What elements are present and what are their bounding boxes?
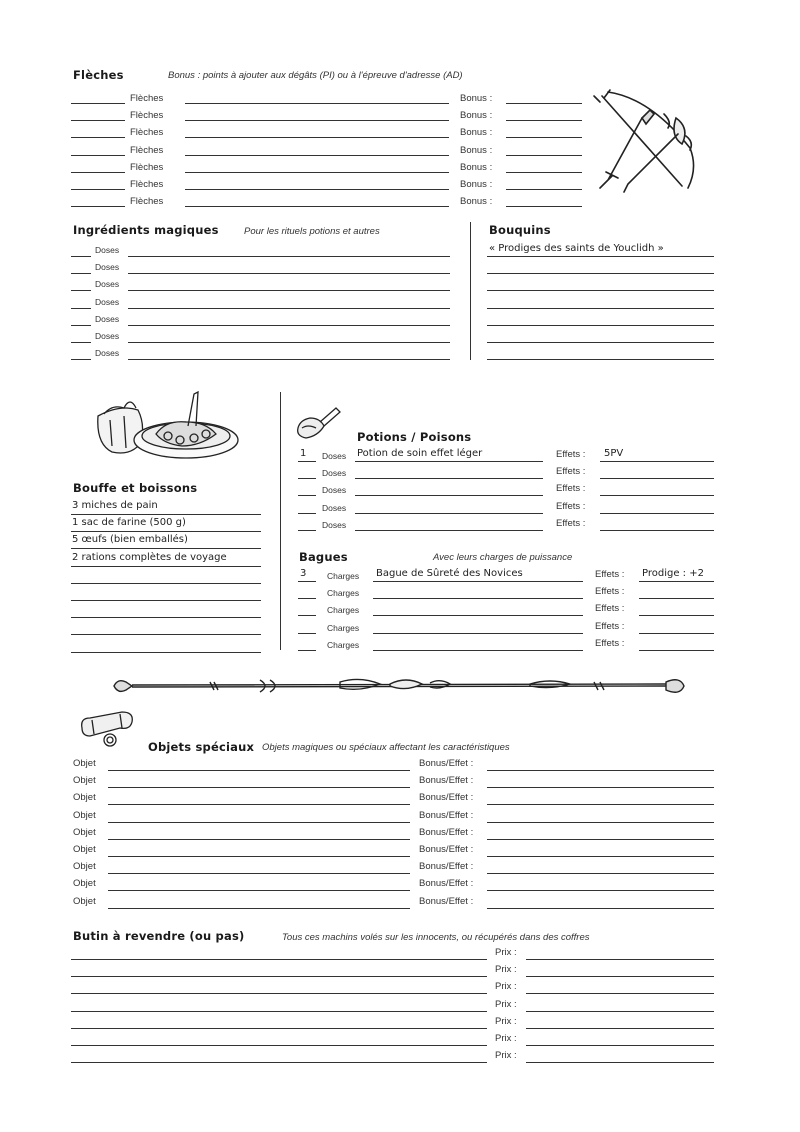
objet-name-line[interactable] <box>108 890 410 891</box>
objet-effect-line[interactable] <box>487 908 714 909</box>
bouffe-entry: 1 sac de farine (500 g) <box>72 517 186 529</box>
food-bowl-icon <box>90 386 240 466</box>
bague-effet-line[interactable] <box>639 615 714 616</box>
ingredient-dose-label: Doses <box>95 245 120 255</box>
bouffe-line[interactable] <box>71 566 261 567</box>
bouquin-line[interactable] <box>487 290 714 291</box>
bouffe-line[interactable] <box>71 634 261 635</box>
butin-price-label: Prix : <box>495 1050 517 1062</box>
potion-qty-line[interactable] <box>298 530 316 531</box>
fleches-name-line[interactable] <box>185 137 449 138</box>
bouquins-title: Bouquins <box>489 223 551 237</box>
butin-price-line[interactable] <box>526 1011 714 1012</box>
ingredient-dose-label: Doses <box>95 313 120 324</box>
bouffe-line[interactable] <box>71 652 261 653</box>
bouquin-entry: « Prodiges des saints de Youclidh » <box>489 243 664 254</box>
fleches-subtitle: Bonus : points à ajouter aux dégâts (PI) ou à l'épreuve d'adresse (AD) <box>168 70 463 81</box>
bouffe-line[interactable] <box>71 600 261 601</box>
bague-effets-label: Effets : <box>595 603 625 615</box>
bague-charges-label: Charges <box>327 639 360 650</box>
potion-name-line[interactable] <box>355 478 543 479</box>
bouquin-line[interactable] <box>487 273 714 274</box>
potion-dose-label: Doses <box>322 502 347 513</box>
butin-name-line[interactable] <box>71 1028 487 1029</box>
fleches-bonus-label: Bonus : <box>460 144 493 156</box>
bouffe-entry: 5 œufs (bien emballés) <box>72 534 188 546</box>
objet-effect-label: Bonus/Effet : <box>419 809 474 821</box>
objet-label: Objet <box>73 878 96 890</box>
ingredient-name-line[interactable] <box>128 342 450 343</box>
objet-effect-line[interactable] <box>487 873 714 874</box>
bouffe-line[interactable] <box>71 548 261 549</box>
fleches-bonus-label: Bonus : <box>460 196 493 208</box>
objet-name-line[interactable] <box>108 908 410 909</box>
objet-effect-line[interactable] <box>487 839 714 840</box>
ingredients-subtitle: Pour les rituels potions et autres <box>244 226 380 237</box>
fleches-bonus-label: Bonus : <box>460 93 493 104</box>
bague-effet-line[interactable] <box>639 650 714 651</box>
objet-effect-label: Bonus/Effet : <box>419 895 474 907</box>
ingredient-qty-line[interactable] <box>71 342 91 343</box>
special-objects-icon <box>76 706 138 750</box>
bagues-title: Bagues <box>299 550 348 564</box>
bague-effet-line[interactable] <box>639 633 714 634</box>
objet-label: Objet <box>73 826 96 838</box>
objet-effect-label: Bonus/Effet : <box>419 792 474 804</box>
bagues-subtitle: Avec leurs charges de puissance <box>433 552 573 563</box>
potion-effet-line[interactable] <box>600 461 714 462</box>
potion-effet-line[interactable] <box>600 513 714 514</box>
potion-effets-label: Effets : <box>556 449 586 460</box>
butin-name-line[interactable] <box>71 1011 487 1012</box>
objet-effect-label: Bonus/Effet : <box>419 826 474 838</box>
objet-label: Objet <box>73 844 96 855</box>
butin-name-line[interactable] <box>71 976 487 977</box>
bouffe-line[interactable] <box>71 514 261 515</box>
fleches-qty-line[interactable] <box>71 172 125 173</box>
potion-dose-label: Doses <box>322 485 347 496</box>
fleches-name-line[interactable] <box>185 172 449 173</box>
fleches-bonus-line[interactable] <box>506 137 582 138</box>
ingredient-name-line[interactable] <box>128 308 450 309</box>
bouffe-line[interactable] <box>71 617 261 618</box>
ingredient-dose-label: Doses <box>95 262 120 273</box>
bague-effet-line[interactable] <box>639 598 714 599</box>
bouffe-line[interactable] <box>71 531 261 532</box>
potion-qty-line[interactable] <box>298 513 316 514</box>
butin-price-line[interactable] <box>526 976 714 977</box>
bague-name-line[interactable] <box>373 615 583 616</box>
bague-qty-line[interactable] <box>298 581 316 582</box>
column-divider-middle <box>280 392 281 650</box>
fleches-label: Flèches <box>130 144 164 156</box>
objet-label: Objet <box>73 809 96 821</box>
fleches-bonus-label: Bonus : <box>460 110 493 122</box>
ingredient-dose-label: Doses <box>95 279 120 290</box>
ingredient-dose-label: Doses <box>95 331 120 341</box>
ingredient-name-line[interactable] <box>128 325 450 326</box>
ingredient-name-line[interactable] <box>128 290 450 291</box>
ingredient-qty-line[interactable] <box>71 256 91 257</box>
bague-effets-label: Effets : <box>595 569 625 580</box>
fleches-name-line[interactable] <box>185 103 449 104</box>
fleches-bonus-line[interactable] <box>506 172 582 173</box>
fleches-name-line[interactable] <box>185 120 449 121</box>
objet-name-line[interactable] <box>108 770 410 771</box>
objet-effect-label: Bonus/Effet : <box>419 861 474 873</box>
fleches-bonus-label: Bonus : <box>460 161 493 173</box>
ingredient-name-line[interactable] <box>128 359 450 360</box>
butin-price-label: Prix : <box>495 998 517 1010</box>
bouquin-line[interactable] <box>487 359 714 360</box>
ingredient-dose-label: Doses <box>95 348 120 359</box>
ingredient-dose-label: Doses <box>95 296 120 307</box>
bouquin-line[interactable] <box>487 325 714 326</box>
fleches-bonus-line[interactable] <box>506 155 582 156</box>
fleches-qty-line[interactable] <box>71 137 125 138</box>
butin-title: Butin à revendre (ou pas) <box>73 929 245 943</box>
bague-effet: Prodige : +2 <box>642 568 704 579</box>
potion-effets-label: Effets : <box>556 500 586 512</box>
objet-effect-line[interactable] <box>487 787 714 788</box>
objet-effect-line[interactable] <box>487 890 714 891</box>
fleches-qty-line[interactable] <box>71 103 125 104</box>
potion-name-line[interactable] <box>355 530 543 531</box>
potion-qty-line[interactable] <box>298 478 316 479</box>
ingredient-qty-line[interactable] <box>71 290 91 291</box>
fleches-bonus-label: Bonus : <box>460 179 493 190</box>
objet-effect-line[interactable] <box>487 856 714 857</box>
bague-name: Bague de Sûreté des Novices <box>376 568 523 579</box>
ingredient-qty-line[interactable] <box>71 359 91 360</box>
fleches-label: Flèches <box>130 179 164 190</box>
butin-price-line[interactable] <box>526 993 714 994</box>
potion-dose-label: Doses <box>322 468 347 479</box>
objets-title: Objets spéciaux <box>148 740 255 754</box>
bouquin-line[interactable] <box>487 308 714 309</box>
bouquin-line[interactable] <box>487 342 714 343</box>
bague-qty-line[interactable] <box>298 598 316 599</box>
bague-name-line[interactable] <box>373 633 583 634</box>
objet-effect-line[interactable] <box>487 822 714 823</box>
fleches-bonus-line[interactable] <box>506 120 582 121</box>
potion-dose-label: Doses <box>322 519 347 530</box>
butin-price-line[interactable] <box>526 1045 714 1046</box>
bague-charges-label: Charges <box>327 605 360 616</box>
fleches-bonus-line[interactable] <box>506 103 582 104</box>
fleches-name-line[interactable] <box>185 189 449 190</box>
fleches-label: Flèches <box>130 196 164 208</box>
objet-name-line[interactable] <box>108 804 410 805</box>
objet-effect-line[interactable] <box>487 770 714 771</box>
fleches-label: Flèches <box>130 161 164 173</box>
crossed-weapons-icon <box>590 88 710 200</box>
objet-effect-label: Bonus/Effet : <box>419 775 474 787</box>
potion-effets-label: Effets : <box>556 483 586 495</box>
fleches-qty-line[interactable] <box>71 206 125 207</box>
potion-effet-line[interactable] <box>600 530 714 531</box>
objet-name-line[interactable] <box>108 839 410 840</box>
potion-flask-icon <box>292 402 344 442</box>
potion-name-line[interactable] <box>355 461 543 462</box>
bouffe-title: Bouffe et boissons <box>73 481 198 495</box>
bague-name-line[interactable] <box>373 598 583 599</box>
butin-subtitle: Tous ces machins volés sur les innocents, ou récupérés dans des coffres <box>282 932 590 943</box>
ingredient-qty-line[interactable] <box>71 308 91 309</box>
objets-subtitle: Objets magiques ou spéciaux affectant les caractéristiques <box>262 742 510 753</box>
bague-name-line[interactable] <box>373 581 583 582</box>
bague-qty-line[interactable] <box>298 615 316 616</box>
potion-qty-line[interactable] <box>298 495 316 496</box>
fleches-name-line[interactable] <box>185 155 449 156</box>
fleches-bonus-label: Bonus : <box>460 127 493 139</box>
objet-effect-label: Bonus/Effet : <box>419 758 474 769</box>
bague-effet-line[interactable] <box>639 581 714 582</box>
objet-name-line[interactable] <box>108 822 410 823</box>
ingredient-qty-line[interactable] <box>71 325 91 326</box>
bague-charges-label: Charges <box>327 622 360 633</box>
potion-effet-line[interactable] <box>600 495 714 496</box>
potion-name: Potion de soin effet léger <box>357 448 483 459</box>
butin-name-line[interactable] <box>71 959 487 960</box>
column-divider-top <box>470 222 471 360</box>
fleches-label: Flèches <box>130 110 164 122</box>
fleches-label: Flèches <box>130 93 164 104</box>
objet-label: Objet <box>73 895 96 907</box>
bouquin-line[interactable] <box>487 256 714 257</box>
bague-charges-label: Charges <box>327 571 360 581</box>
bague-name-line[interactable] <box>373 650 583 651</box>
bague-effets-label: Effets : <box>595 620 625 632</box>
objet-name-line[interactable] <box>108 787 410 788</box>
ingredient-name-line[interactable] <box>128 256 450 257</box>
potion-name-line[interactable] <box>355 495 543 496</box>
potion-effets-label: Effets : <box>556 466 586 478</box>
bague-qty-line[interactable] <box>298 633 316 634</box>
bague-effets-label: Effets : <box>595 637 625 649</box>
butin-price-label: Prix : <box>495 947 517 958</box>
objet-effect-line[interactable] <box>487 804 714 805</box>
fleches-qty-line[interactable] <box>71 120 125 121</box>
objet-label: Objet <box>73 792 96 804</box>
objet-name-line[interactable] <box>108 873 410 874</box>
fleches-qty-line[interactable] <box>71 155 125 156</box>
potion-qty-line[interactable] <box>298 461 316 462</box>
bouffe-line[interactable] <box>71 583 261 584</box>
ingredients-title: Ingrédients magiques <box>73 223 219 237</box>
objet-effect-label: Bonus/Effet : <box>419 878 474 890</box>
butin-price-line[interactable] <box>526 1062 714 1063</box>
objet-label: Objet <box>73 861 96 873</box>
bague-charges-label: Charges <box>327 588 360 599</box>
potion-effet-line[interactable] <box>600 478 714 479</box>
bague-qty-line[interactable] <box>298 650 316 651</box>
bague-effets-label: Effets : <box>595 586 625 598</box>
fleches-label: Flèches <box>130 127 164 139</box>
butin-price-line[interactable] <box>526 959 714 960</box>
butin-price-label: Prix : <box>495 1033 517 1044</box>
potion-dose-label: Doses <box>322 451 347 461</box>
magic-staff-icon <box>110 674 688 698</box>
potion-effets-label: Effets : <box>556 517 586 529</box>
fleches-bonus-line[interactable] <box>506 206 582 207</box>
objet-label: Objet <box>73 775 96 787</box>
bouffe-entry: 3 miches de pain <box>72 500 158 511</box>
butin-price-label: Prix : <box>495 964 517 976</box>
fleches-qty-line[interactable] <box>71 189 125 190</box>
butin-name-line[interactable] <box>71 1062 487 1063</box>
bouffe-entry: 2 rations complètes de voyage <box>72 551 227 563</box>
potions-title: Potions / Poisons <box>357 430 472 444</box>
butin-price-label: Prix : <box>495 1015 517 1027</box>
objet-effect-label: Bonus/Effet : <box>419 844 474 855</box>
butin-price-line[interactable] <box>526 1028 714 1029</box>
potion-effet: 5PV <box>604 448 624 459</box>
potion-qty: 1 <box>300 448 307 459</box>
objet-label: Objet <box>73 758 96 769</box>
fleches-bonus-line[interactable] <box>506 189 582 190</box>
objet-name-line[interactable] <box>108 856 410 857</box>
fleches-name-line[interactable] <box>185 206 449 207</box>
fleches-title: Flèches <box>73 68 124 82</box>
butin-name-line[interactable] <box>71 1045 487 1046</box>
ingredient-qty-line[interactable] <box>71 273 91 274</box>
bague-qty: 3 <box>300 568 307 579</box>
butin-name-line[interactable] <box>71 993 487 994</box>
potion-name-line[interactable] <box>355 513 543 514</box>
butin-price-label: Prix : <box>495 981 517 993</box>
ingredient-name-line[interactable] <box>128 273 450 274</box>
